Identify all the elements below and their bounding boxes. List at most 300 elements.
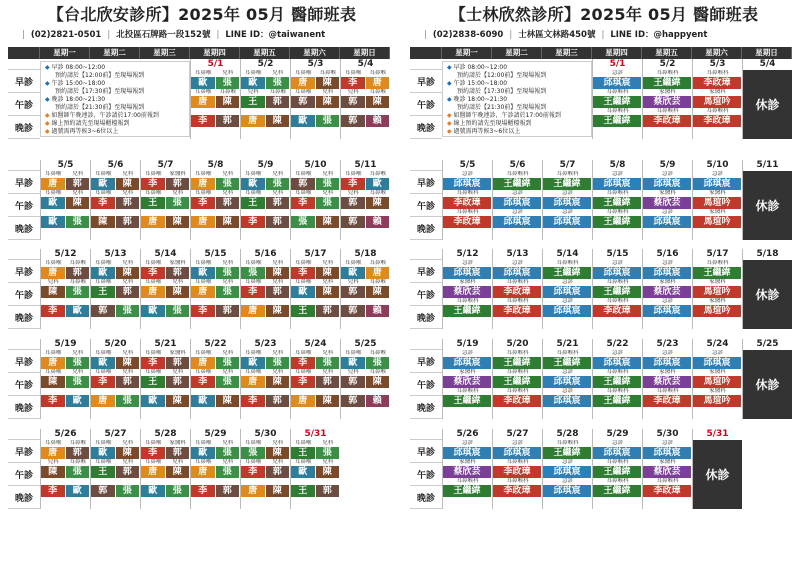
doctor-row bbox=[91, 305, 140, 317]
schedule-notes bbox=[40, 61, 190, 137]
date-label: 5/26 bbox=[54, 429, 77, 439]
specialty-row bbox=[493, 298, 542, 305]
doctor-cell: 邱琪宸 bbox=[593, 357, 642, 369]
doctor-cell: 郭 bbox=[66, 267, 91, 279]
specialty-row bbox=[191, 209, 240, 216]
doctor-row bbox=[41, 357, 90, 369]
doctor-cell: 陳 bbox=[216, 96, 241, 108]
date-row-spacer bbox=[8, 160, 40, 171]
specialty-label: 家醫科 bbox=[459, 279, 476, 285]
weekday-label: 星期一 bbox=[442, 47, 492, 59]
specialty-label: 耳鼻喉 bbox=[219, 89, 236, 95]
doctor-cell: 馬瑄吟 bbox=[693, 305, 742, 317]
doctor-row bbox=[91, 216, 140, 228]
specialty-row bbox=[241, 260, 290, 267]
shift-slot bbox=[643, 369, 692, 388]
doctor-row bbox=[443, 447, 492, 459]
doctor-row bbox=[41, 197, 90, 209]
doctor-cell: 郭 bbox=[216, 115, 241, 127]
doctor-row bbox=[241, 178, 290, 190]
doctor-cell: 邱琪宸 bbox=[443, 447, 492, 459]
shift-slot bbox=[191, 478, 240, 497]
day-column bbox=[692, 59, 742, 139]
specialty-label: 耳鼻喉 bbox=[144, 190, 162, 196]
weekday-header bbox=[410, 47, 798, 59]
specialty-row bbox=[291, 478, 340, 485]
shift-slot bbox=[41, 369, 90, 388]
shift-slot bbox=[291, 260, 340, 279]
doctor-cell: 陳 bbox=[166, 466, 191, 478]
shift-slot bbox=[291, 459, 340, 478]
day-column bbox=[742, 249, 792, 329]
clinic-left-schedule bbox=[8, 0, 396, 504]
doctor-row bbox=[341, 115, 390, 127]
clinic-left-line-id: LINE ID：@taiwanent bbox=[225, 30, 326, 40]
doctor-row bbox=[593, 216, 642, 228]
shift-slot bbox=[191, 190, 240, 209]
weekday-label: 星期六 bbox=[290, 47, 340, 59]
slot-label: 晚診 bbox=[410, 306, 442, 329]
note-line: 預約請於【12:00前】至現場報到 bbox=[55, 72, 145, 79]
doctor-row bbox=[191, 96, 240, 108]
doctor-cell: 王繼緯 bbox=[543, 357, 592, 369]
doctor-cell: 蔡欣芸 bbox=[443, 376, 492, 388]
specialty-label: 兒科 bbox=[272, 369, 284, 375]
date-label: 5/9 bbox=[659, 160, 676, 170]
doctor-row bbox=[141, 305, 190, 317]
doctor-row bbox=[443, 485, 492, 497]
doctor-cell: 唐 bbox=[141, 466, 166, 478]
specialty-label: 兒科 bbox=[122, 190, 134, 196]
doctor-cell: 歐 bbox=[41, 216, 66, 228]
specialty-label bbox=[66, 388, 91, 395]
specialty-label: 耳鼻喉 bbox=[294, 190, 312, 196]
specialty-row bbox=[643, 260, 692, 267]
doctor-cell: 王 bbox=[291, 447, 316, 459]
specialty-row bbox=[341, 260, 390, 267]
doctor-row bbox=[341, 178, 390, 190]
specialty-row bbox=[493, 171, 542, 178]
doctor-row bbox=[493, 357, 542, 369]
specialty-row bbox=[141, 279, 190, 286]
specialty-row bbox=[593, 388, 642, 395]
specialty-row bbox=[493, 209, 542, 216]
doctor-cell: 邱琪宸 bbox=[643, 447, 692, 459]
doctor-row bbox=[91, 395, 140, 407]
doctor-cell: 陳 bbox=[91, 216, 116, 228]
shift-slot bbox=[341, 388, 390, 407]
specialty-label: 兒科 bbox=[222, 440, 234, 446]
specialty-label bbox=[316, 388, 341, 395]
doctor-cell: 唐 bbox=[191, 96, 216, 108]
slot-label: 晚診 bbox=[410, 396, 442, 419]
shift-slot bbox=[593, 478, 642, 497]
specialty-label bbox=[91, 388, 116, 395]
doctor-cell: 王繼緯 bbox=[493, 178, 542, 190]
specialty-label: 急診 bbox=[561, 478, 573, 484]
doctor-row bbox=[693, 305, 742, 317]
date-label: 5/22 bbox=[204, 339, 227, 349]
shift-slot bbox=[291, 440, 340, 459]
specialty-row bbox=[341, 298, 390, 305]
specialty-label: 耳鼻喉 bbox=[269, 89, 286, 95]
doctor-cell: 李 bbox=[91, 376, 116, 388]
doctor-cell: 邱琪宸 bbox=[643, 178, 692, 190]
day-column bbox=[442, 339, 492, 419]
shift-slot bbox=[493, 369, 542, 388]
closed-badge: 休診 bbox=[743, 70, 792, 139]
doctor-cell: 邱琪宸 bbox=[693, 357, 742, 369]
doctor-cell: 王繼緯 bbox=[543, 447, 592, 459]
slot-labels bbox=[410, 339, 442, 419]
doctor-row bbox=[643, 96, 692, 108]
doctor-cell: 郭 bbox=[316, 485, 341, 497]
doctor-cell: 王繼緯 bbox=[593, 216, 642, 228]
doctor-row bbox=[493, 178, 542, 190]
doctor-row bbox=[341, 357, 390, 369]
shift-slot bbox=[41, 260, 90, 279]
date-label: 5/28 bbox=[154, 429, 177, 439]
specialty-row bbox=[493, 279, 542, 286]
day-column bbox=[290, 429, 340, 509]
doctor-cell: 陳 bbox=[316, 216, 341, 228]
doctor-cell: 郭 bbox=[116, 286, 141, 298]
doctor-cell: 歐 bbox=[66, 305, 91, 317]
date-label: 5/17 bbox=[304, 249, 327, 259]
doctor-cell: 張 bbox=[216, 267, 241, 279]
shift-slot bbox=[341, 279, 390, 298]
date-label: 5/13 bbox=[104, 249, 127, 259]
doctor-cell: 唐 bbox=[41, 447, 66, 459]
specialty-row bbox=[41, 190, 90, 197]
specialty-label: 兒科 bbox=[172, 459, 184, 465]
specialty-label: 耳鼻喉 bbox=[94, 440, 112, 446]
date-label: 5/27 bbox=[506, 429, 529, 439]
doctor-row bbox=[593, 447, 642, 459]
specialty-label: 耳鼻喉 bbox=[44, 440, 62, 446]
note-line: ◆ 過號需再等候3~6位以上 bbox=[45, 128, 185, 136]
weekday-label: 星期五 bbox=[642, 47, 692, 59]
slot-label: 晚診 bbox=[8, 217, 40, 240]
week-block bbox=[410, 249, 792, 329]
shift-slot bbox=[543, 440, 592, 459]
specialty-row bbox=[643, 279, 692, 286]
doctor-cell: 邱琪宸 bbox=[493, 216, 542, 228]
slot-label: 晚診 bbox=[8, 116, 40, 139]
specialty-label: 耳鼻喉 bbox=[94, 260, 112, 266]
shift-slot bbox=[443, 440, 492, 459]
shift-slot bbox=[341, 171, 390, 190]
shift-slot bbox=[291, 108, 340, 127]
clinic-left-phone: (02)2821-0501 bbox=[30, 30, 102, 40]
day-column bbox=[290, 249, 340, 329]
doctor-cell: 邱琪宸 bbox=[543, 395, 592, 407]
doctor-cell: 王繼緯 bbox=[593, 376, 642, 388]
specialty-label: 兒科 bbox=[72, 171, 84, 177]
date-label: 5/14 bbox=[556, 249, 579, 259]
day-column bbox=[190, 249, 240, 329]
shift-slot bbox=[191, 279, 240, 298]
shift-slot bbox=[493, 440, 542, 459]
slot-label: 早診 bbox=[410, 171, 442, 194]
shift-slot bbox=[91, 279, 140, 298]
shift-slot bbox=[291, 369, 340, 388]
doctor-cell: 陳 bbox=[166, 286, 191, 298]
specialty-row bbox=[443, 190, 492, 197]
doctor-row bbox=[341, 305, 390, 317]
specialty-row bbox=[41, 478, 90, 485]
shift-slot bbox=[493, 260, 542, 279]
specialty-row bbox=[91, 190, 140, 197]
day-column bbox=[240, 249, 290, 329]
specialty-label: 兒科 bbox=[322, 260, 334, 266]
specialty-row bbox=[593, 459, 642, 466]
day-column bbox=[492, 429, 542, 509]
shift-slot bbox=[241, 478, 290, 497]
doctor-cell: 郭 bbox=[66, 447, 91, 459]
specialty-label: 兒科 bbox=[222, 190, 234, 196]
doctor-row bbox=[543, 197, 592, 209]
slot-labels bbox=[8, 429, 40, 509]
specialty-row bbox=[643, 459, 692, 466]
date-label: 5/21 bbox=[556, 339, 579, 349]
doctor-row bbox=[643, 77, 692, 89]
doctor-cell: 邱琪宸 bbox=[543, 466, 592, 478]
specialty-label: 兒科 bbox=[222, 260, 234, 266]
day-column bbox=[190, 160, 240, 240]
specialty-label: 兒科 bbox=[322, 459, 334, 465]
doctor-cell: 唐 bbox=[191, 286, 216, 298]
date-row-spacer bbox=[410, 339, 442, 350]
date-label: 5/18 bbox=[354, 249, 377, 259]
shift-slot bbox=[141, 478, 190, 497]
doctor-cell: 郭 bbox=[341, 197, 366, 209]
shift-slot bbox=[593, 279, 642, 298]
shift-slot bbox=[91, 171, 140, 190]
day-column bbox=[90, 160, 140, 240]
specialty-label: 家醫科 bbox=[709, 190, 726, 196]
day-column bbox=[140, 160, 190, 240]
specialty-label bbox=[66, 298, 91, 305]
doctor-row bbox=[643, 447, 692, 459]
date-label: 5/2 bbox=[659, 59, 676, 69]
doctor-row bbox=[443, 286, 492, 298]
doctor-cell: 郭 bbox=[91, 485, 116, 497]
week-block bbox=[8, 249, 390, 329]
doctor-cell: 郭 bbox=[266, 197, 291, 209]
shift-slot bbox=[493, 209, 542, 228]
day-column bbox=[190, 429, 240, 509]
doctor-cell: 陳 bbox=[116, 267, 141, 279]
date-label: 5/6 bbox=[509, 160, 526, 170]
day-column bbox=[40, 429, 90, 509]
slot-label: 午診 bbox=[410, 93, 442, 116]
doctor-cell: 唐 bbox=[241, 485, 266, 497]
date-label: 5/4 bbox=[759, 59, 776, 69]
specialty-label: 耳鼻喉 bbox=[194, 279, 212, 285]
specialty-label: 耳鼻喉 bbox=[294, 369, 312, 375]
doctor-row bbox=[191, 376, 240, 388]
doctor-row bbox=[291, 376, 340, 388]
shift-slot bbox=[241, 89, 290, 108]
doctor-cell: 歐 bbox=[141, 485, 166, 497]
doctor-cell: 李 bbox=[41, 305, 66, 317]
doctor-row bbox=[191, 305, 240, 317]
specialty-label bbox=[191, 209, 216, 216]
specialty-label: 兒科 bbox=[122, 440, 134, 446]
date-label: 5/30 bbox=[254, 429, 277, 439]
doctor-cell: 歐 bbox=[91, 357, 116, 369]
shift-slot bbox=[593, 350, 642, 369]
specialty-label: 急診 bbox=[561, 209, 573, 215]
shift-slot bbox=[141, 388, 190, 407]
specialty-label: 耳鼻喉 bbox=[194, 440, 212, 446]
doctor-cell: 王 bbox=[91, 466, 116, 478]
doctor-cell: 李 bbox=[291, 267, 316, 279]
specialty-row bbox=[141, 440, 190, 447]
date-label: 5/31 bbox=[706, 429, 729, 439]
shift-slot bbox=[493, 388, 542, 407]
doctor-cell: 張 bbox=[116, 305, 141, 317]
doctor-cell: 唐 bbox=[191, 216, 216, 228]
specialty-label: 兒科 bbox=[247, 89, 259, 95]
shift-slot bbox=[543, 350, 592, 369]
specialty-label bbox=[366, 388, 391, 395]
shift-slot bbox=[291, 478, 340, 497]
specialty-label: 耳鼻喉 bbox=[369, 260, 386, 266]
doctor-row bbox=[443, 357, 492, 369]
doctor-row bbox=[443, 216, 492, 228]
specialty-row bbox=[291, 369, 340, 376]
specialty-label bbox=[216, 209, 241, 216]
doctor-cell: 歐 bbox=[366, 178, 391, 190]
specialty-label: 耳鼻喉科 bbox=[506, 478, 529, 484]
doctor-cell: 郭 bbox=[216, 485, 241, 497]
doctor-row bbox=[493, 216, 542, 228]
shift-slot bbox=[443, 279, 492, 298]
specialty-label: 耳鼻喉 bbox=[94, 171, 112, 177]
doctor-row bbox=[291, 466, 340, 478]
doctor-row bbox=[191, 77, 240, 89]
specialty-row bbox=[493, 369, 542, 376]
shift-slot bbox=[693, 260, 742, 279]
doctor-cell: 郭 bbox=[166, 376, 191, 388]
specialty-label bbox=[191, 388, 216, 395]
date-row-spacer bbox=[410, 59, 442, 70]
specialty-row bbox=[543, 369, 592, 376]
shift-slot bbox=[191, 209, 240, 228]
shift-slot bbox=[291, 70, 340, 89]
specialty-row bbox=[493, 459, 542, 466]
doctor-cell: 李政璋 bbox=[443, 216, 492, 228]
date-label: 5/10 bbox=[304, 160, 327, 170]
specialty-label: 耳鼻喉 bbox=[94, 190, 112, 196]
shift-slot bbox=[493, 171, 542, 190]
doctor-row bbox=[341, 376, 390, 388]
specialty-label: 耳鼻喉 bbox=[69, 260, 86, 266]
doctor-row bbox=[291, 447, 340, 459]
specialty-row bbox=[141, 260, 190, 267]
specialty-label bbox=[91, 478, 116, 485]
specialty-label bbox=[216, 388, 241, 395]
specialty-label: 急診 bbox=[661, 298, 673, 304]
doctor-cell: 王繼緯 bbox=[693, 267, 742, 279]
doctor-row bbox=[241, 286, 290, 298]
note-line: ◆ 線上預約請先至現場櫃檯報到 bbox=[45, 120, 185, 128]
doctor-cell: 王繼緯 bbox=[493, 376, 542, 388]
doctor-cell: 李 bbox=[41, 395, 66, 407]
date-label: 5/11 bbox=[756, 160, 779, 170]
doctor-row bbox=[41, 485, 90, 497]
date-label: 5/17 bbox=[706, 249, 729, 259]
doctor-row bbox=[191, 216, 240, 228]
clinic-left-info: | (02)2821-0501 | 北投區石牌路一段152號 | LINE ID：@taiwanent bbox=[22, 30, 326, 40]
shift-slot bbox=[141, 190, 190, 209]
date-label: 5/16 bbox=[254, 249, 277, 259]
specialty-label: 兒科 bbox=[172, 190, 184, 196]
doctor-cell: 郭 bbox=[341, 96, 366, 108]
specialty-label: 耳鼻喉 bbox=[194, 369, 212, 375]
specialty-row bbox=[593, 440, 642, 447]
specialty-label: 耳鼻喉 bbox=[294, 260, 312, 266]
specialty-label: 兒科 bbox=[72, 350, 84, 356]
specialty-row bbox=[643, 108, 692, 115]
specialty-row bbox=[141, 209, 190, 216]
clinic-left-title: 【台北欣安診所】2025年 05月 醫師班表 bbox=[47, 5, 357, 24]
specialty-row bbox=[693, 369, 742, 376]
day-column bbox=[642, 160, 692, 240]
specialty-label bbox=[316, 209, 341, 216]
specialty-label: 耳鼻喉 bbox=[69, 440, 86, 446]
closed-badge: 休診 bbox=[743, 350, 792, 419]
doctor-cell: 李 bbox=[241, 286, 266, 298]
doctor-cell: 邱琪宸 bbox=[543, 485, 592, 497]
specialty-label: 耳鼻喉科 bbox=[456, 478, 479, 484]
doctor-row bbox=[643, 267, 692, 279]
specialty-label: 耳鼻喉 bbox=[294, 70, 312, 76]
specialty-label bbox=[241, 388, 266, 395]
shift-slot bbox=[443, 190, 492, 209]
specialty-row bbox=[693, 190, 742, 197]
specialty-label bbox=[91, 209, 116, 216]
date-label: 5/10 bbox=[706, 160, 729, 170]
doctor-row bbox=[41, 178, 90, 190]
doctor-cell: 邱琪宸 bbox=[493, 197, 542, 209]
doctor-row bbox=[291, 357, 340, 369]
note-line: ◆ 午診 15:00~18:00 bbox=[447, 80, 587, 88]
specialty-row bbox=[593, 298, 642, 305]
day-column bbox=[240, 339, 290, 419]
doctor-cell: 陳 bbox=[116, 178, 141, 190]
doctor-cell: 陳 bbox=[316, 395, 341, 407]
doctor-row bbox=[141, 376, 190, 388]
specialty-label: 耳鼻喉科 bbox=[456, 190, 479, 196]
doctor-cell: 蔡欣芸 bbox=[643, 376, 692, 388]
specialty-row bbox=[493, 478, 542, 485]
specialty-label bbox=[266, 388, 291, 395]
doctor-cell: 邱琪宸 bbox=[543, 286, 592, 298]
weekday-label: 星期日 bbox=[742, 47, 792, 59]
specialty-row bbox=[191, 171, 240, 178]
doctor-cell: 張 bbox=[241, 267, 266, 279]
doctor-row bbox=[191, 197, 240, 209]
shift-slot bbox=[141, 260, 190, 279]
doctor-cell: 張 bbox=[241, 447, 266, 459]
specialty-label: 耳鼻喉 bbox=[194, 70, 212, 76]
shift-slot bbox=[241, 388, 290, 407]
shift-slot bbox=[693, 388, 742, 407]
slot-label: 午診 bbox=[410, 463, 442, 486]
